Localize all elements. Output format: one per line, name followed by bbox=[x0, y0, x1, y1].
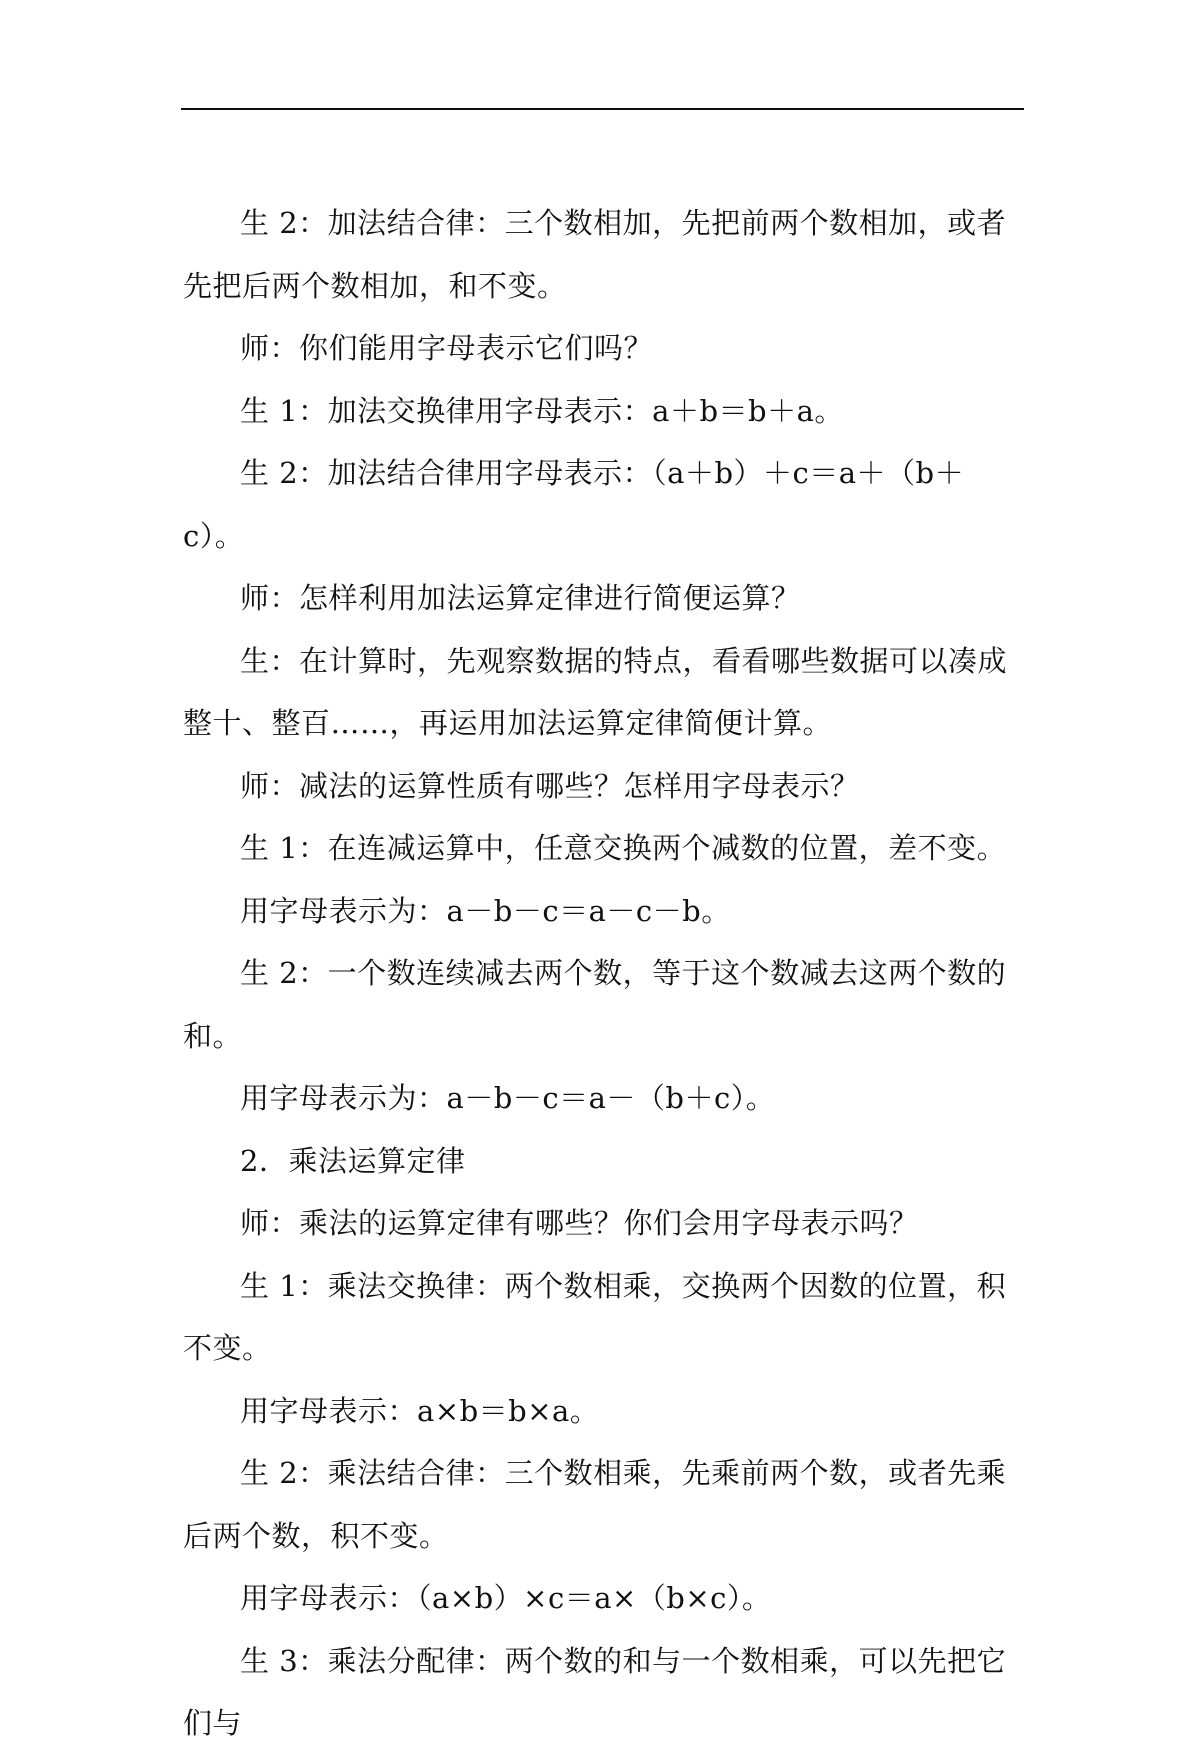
paragraph-14: 生 1：乘法交换律：两个数相乘，交换两个因数的位置，积不变。 bbox=[183, 1268, 1007, 1365]
paragraph-13: 师：乘法的运算定律有哪些？你们会用字母表示吗？ bbox=[240, 1206, 919, 1240]
paragraph-1: 生 2：加法结合律：三个数相加，先把前两个数相加，或者先把后两个数相加，和不变。 bbox=[183, 206, 1007, 303]
paragraph-18: 生 3：乘法分配律：两个数的和与一个数相乘，可以先把它们与 bbox=[183, 1643, 1007, 1740]
paragraph-6: 生：在计算时，先观察数据的特点，看看哪些数据可以凑成整十、整百……，再运用加法运算定律简便计算。 bbox=[183, 643, 1008, 740]
section-heading: 2．乘法运算定律 bbox=[240, 1143, 466, 1178]
header-rule bbox=[181, 108, 1024, 110]
paragraph-8: 生 1：在连减运算中，任意交换两个减数的位置，差不变。 bbox=[240, 831, 1007, 865]
paragraph-4: 生 2：加法结合律用字母表示：（a＋b）＋c＝a＋（b＋c）。 bbox=[183, 456, 965, 553]
paragraph-9: 用字母表示为：a－b－c＝a－c－b。 bbox=[240, 893, 731, 928]
paragraph-17: 用字母表示：（a×b）×c＝a×（b×c）。 bbox=[240, 1581, 772, 1615]
paragraph-2: 师：你们能用字母表示它们吗？ bbox=[240, 331, 654, 365]
paragraph-10: 生 2：一个数连续减去两个数，等于这个数减去这两个数的和。 bbox=[183, 956, 1007, 1053]
paragraph-15: 用字母表示：a×b＝b×a。 bbox=[240, 1393, 600, 1428]
paragraph-16: 生 2：乘法结合律：三个数相乘，先乘前两个数，或者先乘后两个数，积不变。 bbox=[183, 1456, 1007, 1553]
paragraph-3: 生 1：加法交换律用字母表示：a＋b＝b＋a。 bbox=[240, 393, 844, 428]
paragraph-5: 师：怎样利用加法运算定律进行简便运算？ bbox=[240, 581, 801, 615]
paragraph-7: 师：减法的运算性质有哪些？怎样用字母表示？ bbox=[240, 768, 860, 803]
document-body bbox=[183, 192, 1023, 1755]
paragraph-11: 用字母表示为：a－b－c＝a－（b＋c）。 bbox=[240, 1081, 776, 1115]
